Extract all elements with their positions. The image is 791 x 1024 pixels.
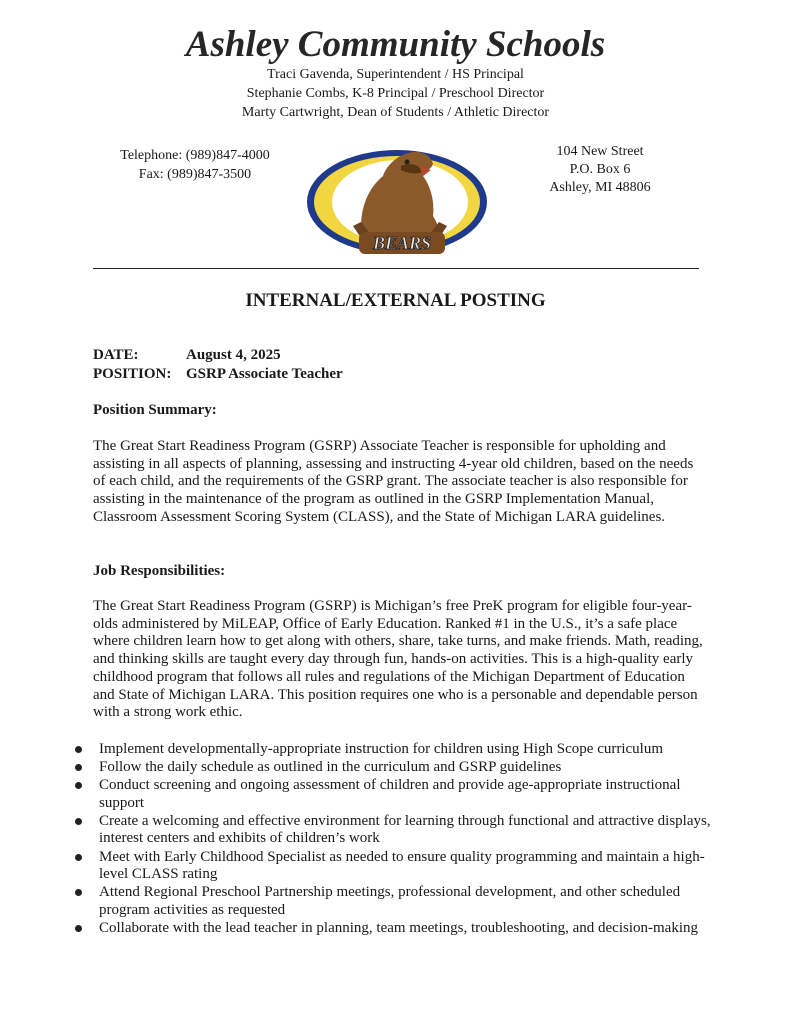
bullet-icon bbox=[75, 854, 82, 861]
list-item bbox=[73, 741, 713, 759]
posting-meta bbox=[93, 346, 343, 384]
address-line: 104 New Street bbox=[556, 144, 644, 159]
phone-fax-block bbox=[100, 146, 290, 184]
list-item-text: Create a welcoming and effective environment for learning through functional and attractive displays, interest centers and exhibits of children’s work bbox=[99, 812, 711, 847]
list-item bbox=[73, 813, 713, 848]
bears-logo bbox=[305, 146, 490, 258]
list-item-text: Follow the daily schedule as outlined in the curriculum and GSRP guidelines bbox=[99, 759, 562, 776]
list-item bbox=[73, 759, 713, 777]
posting-heading: INTERNAL/EXTERNAL POSTING bbox=[245, 290, 546, 311]
list-item-text: Conduct screening and ongoing assessment of children and provide age-appropriate instructional support bbox=[99, 777, 681, 811]
header-divider bbox=[93, 268, 699, 269]
date-value: August 4, 2025 bbox=[186, 347, 281, 363]
staff-line: Stephanie Combs, K-8 Principal / Preschool Director bbox=[246, 86, 545, 101]
list-item bbox=[73, 777, 713, 812]
school-name: Ashley Community Schools bbox=[185, 24, 606, 65]
bullet-icon bbox=[75, 764, 82, 771]
date-row bbox=[93, 346, 343, 365]
staff-line: Marty Cartwright, Dean of Students / Athletic Director bbox=[241, 105, 550, 120]
responsibilities-paragraph: The Great Start Readiness Program (GSRP) is Michigan’s free PreK program for eligible four-year-olds administered by MiLEAP, Office of Early Education. Ranked #1 in the U.S., it’s a safe place where children learn how to get along with others, share, take turns, and make friends. Math, reading, and thinking skills are taught every day through fun, hands-on activities. This is a high-quality early childhood program that follows all rules and regulations of the Michigan Department of Education and State of Michigan LARA. This position requires one who is a personable and dependable person with a strong work ethic. bbox=[93, 598, 703, 721]
staff-list bbox=[0, 65, 791, 122]
position-value: GSRP Associate Teacher bbox=[186, 366, 343, 382]
responsibilities-list bbox=[73, 741, 713, 938]
address-line: P.O. Box 6 bbox=[569, 162, 631, 177]
bullet-icon bbox=[75, 889, 82, 896]
telephone: Telephone: (989)847-4000 bbox=[120, 148, 270, 163]
list-item-text: Implement developmentally-appropriate instruction for children using High Scope curriculum bbox=[99, 741, 664, 757]
address-line: Ashley, MI 48806 bbox=[549, 180, 651, 195]
position-label: POSITION: bbox=[93, 366, 172, 382]
fax: Fax: (989)847-3500 bbox=[138, 167, 252, 182]
summary-heading: Position Summary: bbox=[93, 402, 217, 418]
date-label: DATE: bbox=[93, 347, 139, 363]
list-item bbox=[73, 849, 713, 884]
bullet-icon bbox=[75, 818, 82, 825]
logo-text: BEARS bbox=[372, 233, 432, 253]
bullet-icon bbox=[75, 782, 82, 789]
staff-line: Traci Gavenda, Superintendent / HS Principal bbox=[267, 67, 524, 82]
summary-paragraph: The Great Start Readiness Program (GSRP) Associate Teacher is responsible for upholding and assisting in all aspects of planning, assessing and instructing 4-year old children, based on the needs of each child, and the requirements of the GSRP grant. The associate teacher is also responsible for assisting in the maintenance of the program as outlined in the GSRP Implementation Manual, Classroom Assessment Scoring System (CLASS), and the State of Michigan LARA guidelines. bbox=[93, 438, 694, 525]
position-row bbox=[93, 365, 343, 384]
list-item-text: Attend Regional Preschool Partnership meetings, professional development, and other scheduled program activities as requested bbox=[99, 884, 681, 918]
list-item-text: Collaborate with the lead teacher in planning, team meetings, troubleshooting, and decision-making bbox=[99, 919, 699, 936]
list-item-text: Meet with Early Childhood Specialist as needed to ensure quality programming and maintain a high-level CLASS rating bbox=[99, 848, 705, 883]
bullet-icon bbox=[75, 746, 82, 753]
list-item bbox=[73, 884, 713, 919]
responsibilities-heading: Job Responsibilities: bbox=[93, 563, 226, 579]
bullet-icon bbox=[75, 925, 82, 932]
address-block bbox=[515, 143, 685, 197]
list-item bbox=[73, 920, 713, 938]
